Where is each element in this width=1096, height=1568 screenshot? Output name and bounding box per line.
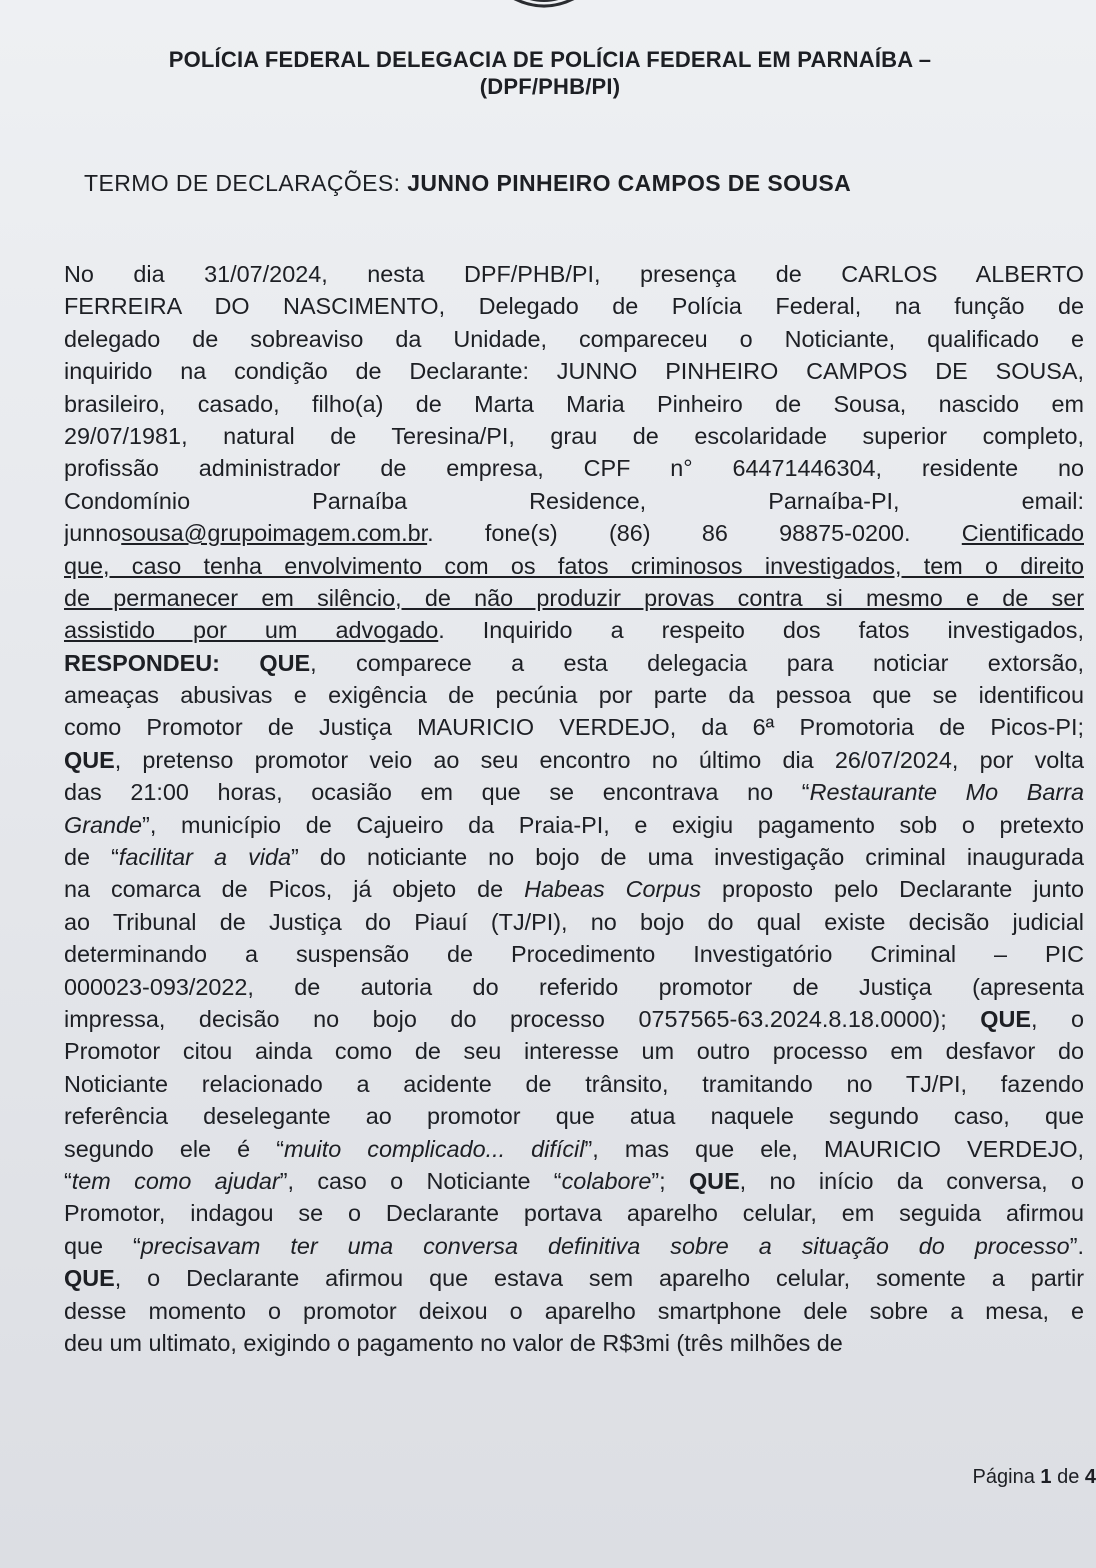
body-line: junnosousa@grupoimagem.com.br. fone(s) (86) 86 98875-0200. Cientificado xyxy=(64,520,1084,547)
body-line: segundo ele é “muito complicado... difícil”, mas que ele, MAURICIO VERDEJO, xyxy=(64,1135,1084,1162)
body-line: assistido por um advogado. Inquirido a respeito dos fatos investigados, xyxy=(64,617,1084,644)
page-separator: de xyxy=(1051,1466,1085,1488)
body-line: RESPONDEU: QUE, comparece a esta delegacia para noticiar extorsão, xyxy=(64,649,1084,676)
body-line: das 21:00 horas, ocasião em que se encontrava no “Restaurante Mo Barra xyxy=(64,779,1084,806)
body-line: ao Tribunal de Justiça do Piauí (TJ/PI), no bojo do qual existe decisão judicial xyxy=(64,908,1084,935)
page-number: 1 xyxy=(1040,1466,1052,1488)
body-line: “tem como ajudar”, caso o Noticiante “colabore”; QUE, no início da conversa, o xyxy=(64,1167,1084,1194)
body-line: referência deselegante ao promotor que atua naquele segundo caso, que xyxy=(64,1103,1084,1130)
page-total: 4 xyxy=(1084,1466,1096,1488)
header-line-1: POLÍCIA FEDERAL DELEGACIA DE POLÍCIA FEDERAL EM PARNAÍBA – xyxy=(168,47,932,72)
body-line: que “precisavam ter uma conversa definitiva sobre a situação do processo”. xyxy=(64,1232,1084,1259)
body-line: inquirido na condição de Declarante: JUNNO PINHEIRO CAMPOS DE SOUSA, xyxy=(64,358,1084,385)
federal-police-emblem xyxy=(474,0,614,26)
body-line: QUE, pretenso promotor veio ao seu encontro no último dia 26/07/2024, por volta xyxy=(64,746,1084,773)
declarant-name: JUNNO PINHEIRO CAMPOS DE SOUSA xyxy=(407,170,852,196)
body-line: ameaças abusivas e exigência de pecúnia por parte da pessoa que se identificou xyxy=(64,682,1084,709)
body-line: Condomínio Parnaíba Residence, Parnaíba-PI, email: xyxy=(64,487,1084,514)
body-line: QUE, o Declarante afirmou que estava sem aparelho celular, somente a partir xyxy=(64,1265,1084,1292)
title-prefix: TERMO DE DECLARAÇÕES: xyxy=(84,170,408,196)
page-footer xyxy=(973,1466,1096,1489)
header-line-2: (DPF/PHB/PI) xyxy=(479,74,621,99)
body-line: na comarca de Picos, já objeto de Habeas Corpus proposto pelo Declarante junto xyxy=(64,876,1084,903)
document-title xyxy=(84,168,984,198)
declaration-body xyxy=(64,258,1084,1359)
body-line: como Promotor de Justiça MAURICIO VERDEJO, da 6ª Promotoria de Picos-PI; xyxy=(64,714,1084,741)
body-line: que, caso tenha envolvimento com os fatos criminosos investigados, tem o direito xyxy=(64,552,1084,579)
body-line: de permanecer em silêncio, de não produzir provas contra si mesmo e de ser xyxy=(64,584,1084,611)
body-line: No dia 31/07/2024, nesta DPF/PHB/PI, presença de CARLOS ALBERTO xyxy=(64,261,1084,287)
body-line: Promotor citou ainda como de seu interesse um outro processo em desfavor do xyxy=(64,1038,1084,1065)
body-line: brasileiro, casado, filho(a) de Marta Maria Pinheiro de Sousa, nascido em xyxy=(64,390,1084,417)
body-line: Noticiante relacionado a acidente de trânsito, tramitando no TJ/PI, fazendo xyxy=(64,1070,1084,1097)
body-line: impressa, decisão no bojo do processo 0757565-63.2024.8.18.0000); QUE, o xyxy=(64,1005,1084,1032)
body-line: profissão administrador de empresa, CPF n° 64471446304, residente no xyxy=(64,455,1084,482)
body-line: delegado de sobreaviso da Unidade, compareceu o Noticiante, qualificado e xyxy=(64,325,1084,352)
body-line: deu um ultimato, exigindo o pagamento no valor de R$3mi (três milhões de xyxy=(64,1329,843,1356)
body-line: 29/07/1981, natural de Teresina/PI, grau de escolaridade superior completo, xyxy=(64,422,1084,449)
body-line: determinando a suspensão de Procedimento Investigatório Criminal – PIC xyxy=(64,941,1084,968)
body-line: 000023-093/2022, de autoria do referido promotor de Justiça (apresenta xyxy=(64,973,1084,1000)
body-line: Promotor, indagou se o Declarante portava aparelho celular, em seguida afirmou xyxy=(64,1200,1084,1227)
body-line: Grande”, município de Cajueiro da Praia-PI, e exigiu pagamento sob o pretexto xyxy=(64,811,1084,838)
body-line: de “facilitar a vida” do noticiante no bojo de uma investigação criminal inaugurada xyxy=(64,844,1084,871)
body-line: FERREIRA DO NASCIMENTO, Delegado de Polícia Federal, na função de xyxy=(64,293,1084,320)
body-line: desse momento o promotor deixou o aparelho smartphone dele sobre a mesa, e xyxy=(64,1297,1084,1324)
page-label: Página xyxy=(972,1466,1041,1488)
document-header xyxy=(100,46,1000,100)
